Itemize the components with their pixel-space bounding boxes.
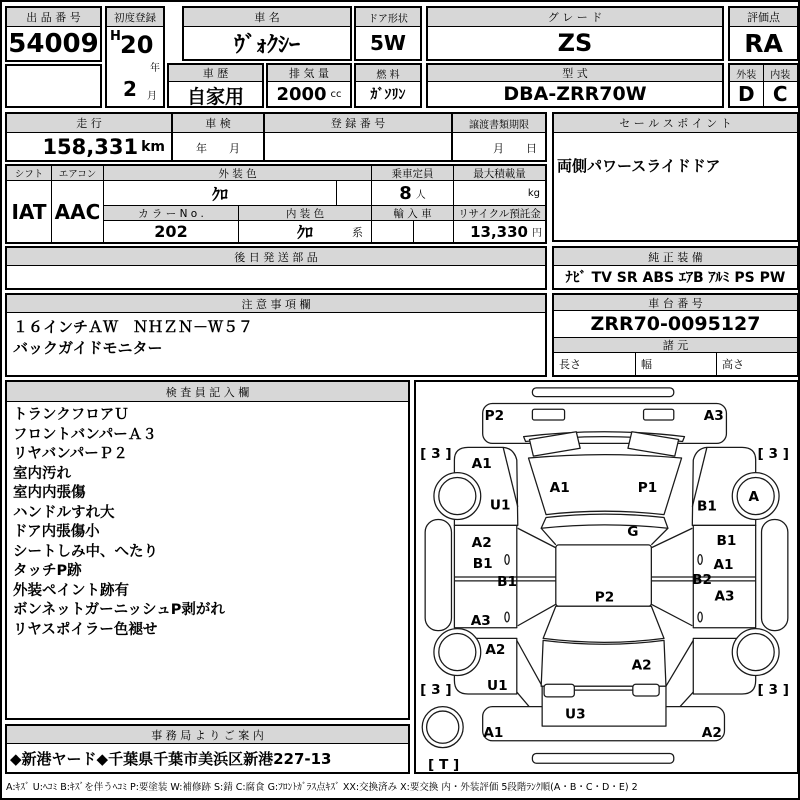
car-history-label: 車 歴 (169, 65, 262, 82)
tire-marker-label: [ 3 ] (420, 682, 452, 698)
damage-code-label: A2 (485, 642, 506, 659)
capacity-value (372, 181, 454, 206)
displacement-number: 2000 (276, 83, 327, 105)
damage-code-label: A1 (471, 455, 492, 472)
damage-code-label: B1 (472, 556, 493, 573)
exterior-color-label: 外 装 色 (104, 166, 372, 181)
damage-code-label: A1 (713, 557, 734, 574)
shift-label: シフト (7, 166, 51, 181)
oem-equipment-label: 純 正 装 備 (554, 248, 797, 266)
interior-color-label: 内 装 色 (239, 206, 372, 221)
text-line: フロントバンパーＡ３ (13, 426, 157, 443)
aircon-value: AAC (54, 199, 101, 224)
lot-empty-box (5, 64, 102, 108)
damage-code-label: U1 (487, 678, 508, 695)
exterior-color-sub-cell (337, 181, 372, 206)
tire-marker-label: [ 3 ] (757, 446, 789, 463)
spec-length-label: 長さ (554, 353, 636, 375)
damage-code-label: A2 (471, 534, 492, 551)
aircon-label: エアコン (52, 166, 103, 181)
damage-code-label: A3 (714, 588, 735, 605)
specs-row (554, 353, 797, 375)
car-diagram (416, 382, 797, 772)
damage-code-label: B1 (696, 498, 717, 515)
deadline-day-unit: 日 (526, 142, 537, 155)
first-registration-label: 初度登録 (107, 8, 163, 27)
chassis-number-value: ZRR70-0095127 (590, 313, 761, 335)
car-name-box (182, 6, 352, 61)
fuel-value: ｶﾞｿﾘﾝ (370, 87, 406, 103)
car-history-box (167, 63, 264, 108)
damage-code-label: P1 (637, 480, 658, 497)
lot-number-box (5, 6, 102, 62)
damage-code-label: A1 (483, 724, 504, 741)
recycle-number: 13,330 (470, 222, 528, 241)
shift-value: IAT (11, 199, 47, 224)
year-unit: 年 (150, 63, 160, 74)
damage-code-label: G (627, 524, 639, 541)
lot-number-value: 54009 (8, 28, 99, 59)
mileage-col (7, 114, 173, 160)
grade-label: グ レ ー ド (428, 8, 722, 27)
transfer-deadline-value (453, 133, 545, 160)
capacity-label: 乗車定員 (372, 166, 454, 181)
office-notice-label: 事 務 局 よ り ご 案 内 (7, 726, 408, 744)
model-code-value: DBA-ZRR70W (503, 83, 647, 105)
text-line: 室内内張傷 (13, 485, 86, 501)
first-registration-box (105, 6, 165, 108)
mileage-number: 158,331 (42, 134, 139, 159)
mileage-band (5, 112, 547, 162)
displacement-value (268, 82, 350, 106)
exterior-color-value: ｸﾛ (104, 181, 337, 206)
door-shape-box (354, 6, 422, 61)
color-grid (104, 166, 545, 242)
damage-code-label: B2 (692, 571, 712, 588)
damage-code-label: P2 (594, 589, 615, 606)
recycle-deposit-label: リサイクル預託金 (454, 206, 545, 221)
office-notice-box (5, 724, 410, 774)
aircon-col (52, 166, 104, 242)
shift-col (7, 166, 52, 242)
displacement-label: 排 気 量 (268, 65, 350, 82)
damage-code-label: A3 (703, 408, 724, 425)
text-line: バックガイドモニター (13, 339, 163, 357)
damage-code-label: U3 (565, 706, 586, 723)
notes-lines (7, 313, 545, 363)
fuel-box (354, 63, 422, 108)
mileage-unit: km (141, 138, 165, 155)
interior-color-suffix: 系 (352, 225, 363, 239)
color-no-label: カ ラ ー N o . (104, 206, 239, 221)
interior-score-value: C (772, 82, 788, 106)
grade-value: ZS (557, 29, 593, 57)
recycle-unit: 円 (532, 228, 542, 239)
sales-point-value: 両側パワースライドドア (557, 157, 721, 175)
color-spec-table (5, 164, 547, 244)
displacement-box (266, 63, 352, 108)
recycle-deposit-value (454, 221, 545, 242)
damage-code-label: U1 (489, 497, 511, 514)
text-line: ボンネットガーニッシュP剥がれ (13, 602, 225, 618)
score-box (728, 6, 799, 61)
text-line: １６インチＡＷ ＮＨＺＮ－Ｗ５７ (13, 318, 254, 336)
registration-number-label: 登 録 番 号 (265, 114, 451, 133)
text-line: ハンドルすれ大 (13, 504, 115, 521)
office-notice-value: ◆新港ヤード◆千葉県千葉市美浜区新港227-13 (10, 749, 332, 768)
text-line: ドア内張傷小 (13, 524, 100, 540)
car-diagram-box (414, 380, 799, 774)
car-name-label: 車 名 (184, 8, 350, 27)
text-line: シートしみ中、へたり (13, 543, 158, 560)
damage-code-label: A1 (549, 480, 570, 497)
mileage-value (7, 133, 171, 160)
tire-marker-label: [ 3 ] (757, 682, 789, 698)
damage-code-label: A2 (631, 657, 652, 674)
exterior-score-value: D (737, 82, 755, 106)
exterior-score-col (730, 65, 764, 106)
sales-point-box (552, 112, 799, 242)
mileage-label: 走 行 (7, 114, 171, 133)
shaken-value (173, 133, 263, 160)
car-outline (422, 388, 788, 763)
damage-code-label: A3 (470, 612, 491, 629)
import-cell-divider (413, 221, 414, 242)
inspector-notes-label: 検 査 員 記 入 欄 (7, 382, 408, 402)
fuel-label: 燃 料 (356, 65, 420, 82)
oem-equipment-box (552, 246, 799, 290)
text-line: リヤスポイラー色褪せ (13, 621, 158, 638)
damage-code-label: P2 (484, 408, 505, 425)
tire-marker-label: [ T ] (428, 757, 460, 772)
interior-score-label: 内装 (764, 65, 798, 82)
interior-color-name: ｸﾛ (296, 223, 313, 242)
model-code-box (426, 63, 724, 108)
interior-score-col (764, 65, 798, 106)
shaken-label: 車 検 (173, 114, 263, 133)
door-shape-label: ドア形状 (356, 8, 420, 27)
capacity-number: 8 (399, 182, 412, 204)
era-code: H (110, 29, 121, 44)
import-value (372, 221, 454, 242)
text-line: リヤバンパーＰ２ (13, 446, 128, 462)
text-line: トランクフロアＵ (13, 407, 129, 423)
transfer-deadline-label: 譲渡書類期限 (453, 114, 545, 133)
month-unit: 月 (147, 91, 157, 102)
score-value: RA (744, 28, 783, 58)
spec-height-label: 高さ (722, 358, 744, 371)
oem-equipment-value: ﾅﾋﾞ TV SR ABS ｴｱB ｱﾙﾐ PS PW (565, 270, 786, 286)
grade-box (426, 6, 724, 61)
first-registration-month (107, 75, 163, 106)
text-line: 室内汚れ (13, 465, 71, 482)
later-shipped-parts-label: 後 日 発 送 部 品 (7, 248, 545, 266)
model-code-label: 型 式 (428, 65, 722, 82)
inspector-notes-box (5, 380, 410, 720)
color-no-value: 202 (104, 221, 239, 242)
chassis-number-label: 車 台 番 号 (554, 295, 797, 311)
displacement-unit: cc (330, 88, 342, 100)
damage-code-label: B1 (497, 573, 517, 590)
car-history-value: 自家用 (186, 86, 244, 108)
transfer-deadline-col (453, 114, 545, 160)
capacity-unit: 人 (415, 189, 426, 201)
car-name-value: ｳﾞｫｸｼｰ (233, 32, 300, 58)
max-load-unit: kg (527, 187, 540, 199)
spec-width-label: 幅 (636, 353, 717, 375)
first-registration-year (107, 27, 163, 75)
deadline-month-unit: 月 (493, 142, 504, 155)
damage-code-label: A2 (701, 724, 722, 741)
shaken-month-unit: 月 (229, 142, 240, 155)
interior-color-value (239, 221, 372, 242)
chassis-number-box (552, 293, 799, 377)
max-load-label: 最大積載量 (454, 166, 545, 181)
text-line: 外装ペイント跡有 (13, 582, 129, 599)
registration-number-value (265, 133, 451, 160)
registration-number-col (265, 114, 453, 160)
door-shape-value: 5W (370, 31, 406, 55)
import-label: 輸 入 車 (372, 206, 454, 221)
damage-code-label: A (748, 488, 760, 505)
ext-int-score-box (728, 63, 799, 108)
notes-box (5, 293, 547, 377)
later-shipped-parts-box (5, 246, 547, 290)
shaken-col (173, 114, 265, 160)
score-label: 評価点 (730, 8, 797, 27)
tire-marker-label: [ 3 ] (420, 446, 452, 463)
later-shipped-parts-value (7, 266, 545, 288)
damage-code-label: B1 (716, 532, 737, 549)
lot-number-label: 出 品 番 号 (7, 8, 100, 27)
exterior-score-label: 外装 (730, 65, 763, 82)
shaken-year-unit: 年 (196, 142, 207, 155)
notes-label: 注 意 事 項 欄 (7, 295, 545, 313)
damage-code-legend: A:ｷｽﾞ U:ﾍｺﾐ B:ｷｽﾞを伴うﾍｺﾐ P:要塗装 W:補修跡 S:錆 C:腐食 G:ﾌﾛﾝﾄｶﾞﾗｽ点ｷｽﾞ XX:交換済み X:要交換 内・外装評価 5段階ﾗﾝｸ順(A・B・C・D・E) 2 (6, 782, 638, 793)
specs-label: 諸 元 (554, 337, 797, 353)
year-value: 20 (120, 31, 154, 59)
month-value: 2 (123, 77, 137, 101)
sales-point-label: セ ー ル ス ポ イ ン ト (554, 114, 797, 133)
max-load-value (454, 181, 545, 206)
inspector-notes-lines (7, 402, 408, 644)
text-line: タッチP跡 (13, 563, 82, 579)
